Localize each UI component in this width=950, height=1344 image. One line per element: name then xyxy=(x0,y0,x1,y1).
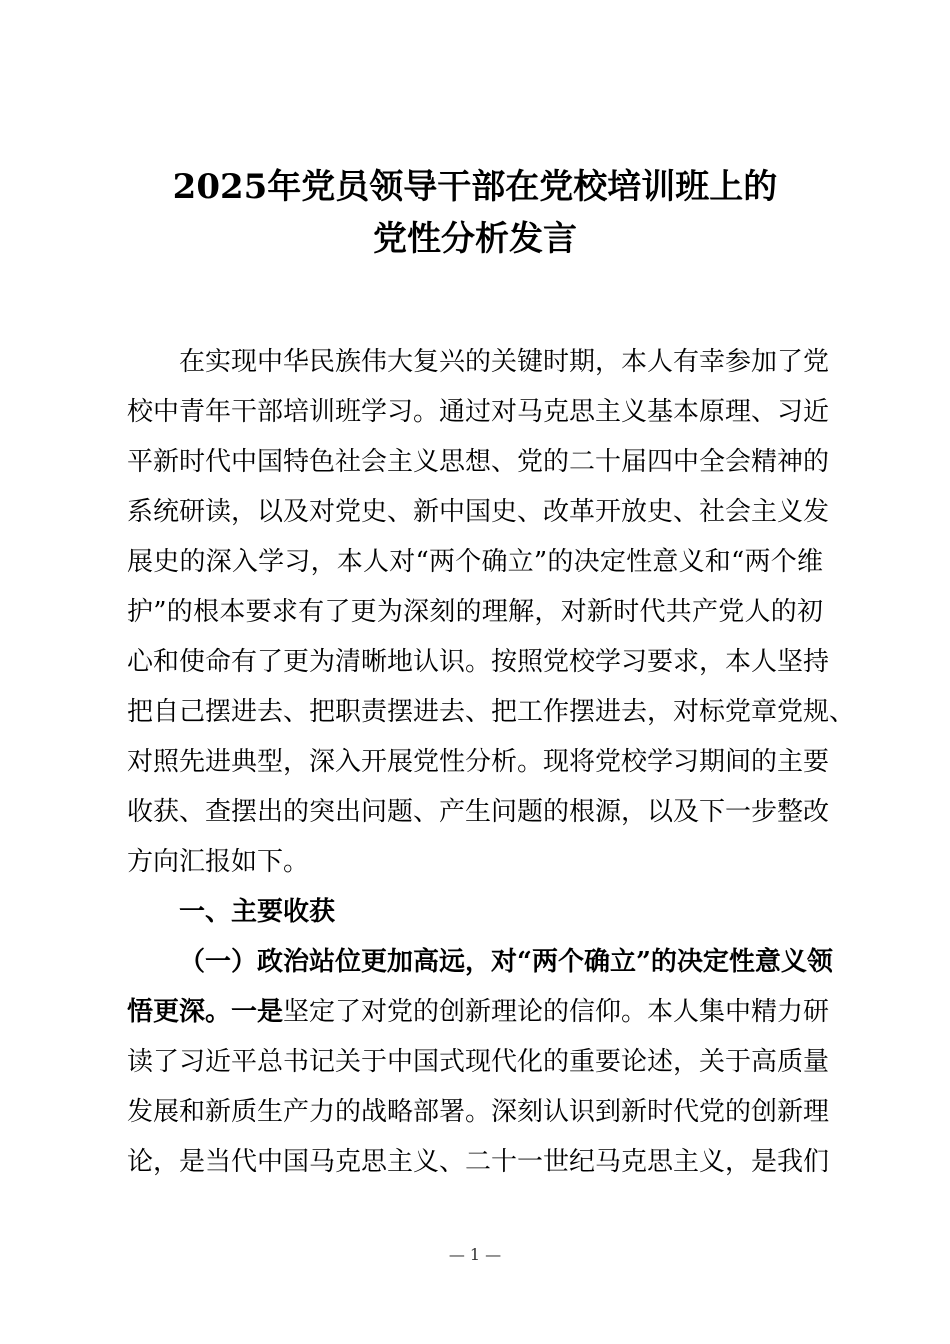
paragraph-line: 平新时代中国特色社会主义思想、党的二十届四中全会精神的 xyxy=(127,447,830,477)
paragraph-line: 把自己摆进去、把职责摆进去、把工作摆进去，对标党章党规、 xyxy=(127,697,856,727)
subsection-heading-line: （一）政治站位更加高远，对“两个确立”的决定性意义领 xyxy=(179,947,833,977)
paragraph-line: 护”的根本要求有了更为深刻的理解，对新时代共产党人的初 xyxy=(127,597,823,627)
paragraph-line: 方向汇报如下。 xyxy=(127,847,310,877)
paragraph-line: 发展和新质生产力的战略部署。深刻认识到新时代党的创新理 xyxy=(127,1097,830,1127)
paragraph-line: 读了习近平总书记关于中国式现代化的重要论述，关于高质量 xyxy=(127,1047,830,1077)
section-heading: 一、主要收获 xyxy=(179,897,336,927)
paragraph-line: 收获、查摆出的突出问题、产生问题的根源，以及下一步整改 xyxy=(127,797,830,827)
paragraph-line: 展史的深入学习，本人对“两个确立”的决定性意义和“两个维 xyxy=(127,547,823,577)
paragraph-line: 对照先进典型，深入开展党性分析。现将党校学习期间的主要 xyxy=(127,747,830,777)
page-number: — 1 — xyxy=(448,1245,502,1264)
document-title-line-2: 党性分析发言 xyxy=(373,219,577,259)
paragraph-line: 在实现中华民族伟大复兴的关键时期，本人有幸参加了党 xyxy=(179,347,830,377)
document-title-line-1: 2025年党员领导干部在党校培训班上的 xyxy=(172,167,778,207)
bold-lead: 悟更深。一是 xyxy=(127,997,284,1027)
paragraph-text: 坚定了对党的创新理论的信仰。本人集中精力研 xyxy=(283,997,830,1027)
paragraph-line: 论，是当代中国马克思主义、二十一世纪马克思主义，是我们 xyxy=(127,1147,830,1177)
paragraph-line xyxy=(127,996,830,1028)
paragraph-line: 系统研读，以及对党史、新中国史、改革开放史、社会主义发 xyxy=(127,497,830,527)
paragraph-line: 心和使命有了更为清晰地认识。按照党校学习要求，本人坚持 xyxy=(127,647,830,677)
paragraph-line: 校中青年干部培训班学习。通过对马克思主义基本原理、习近 xyxy=(127,397,830,427)
